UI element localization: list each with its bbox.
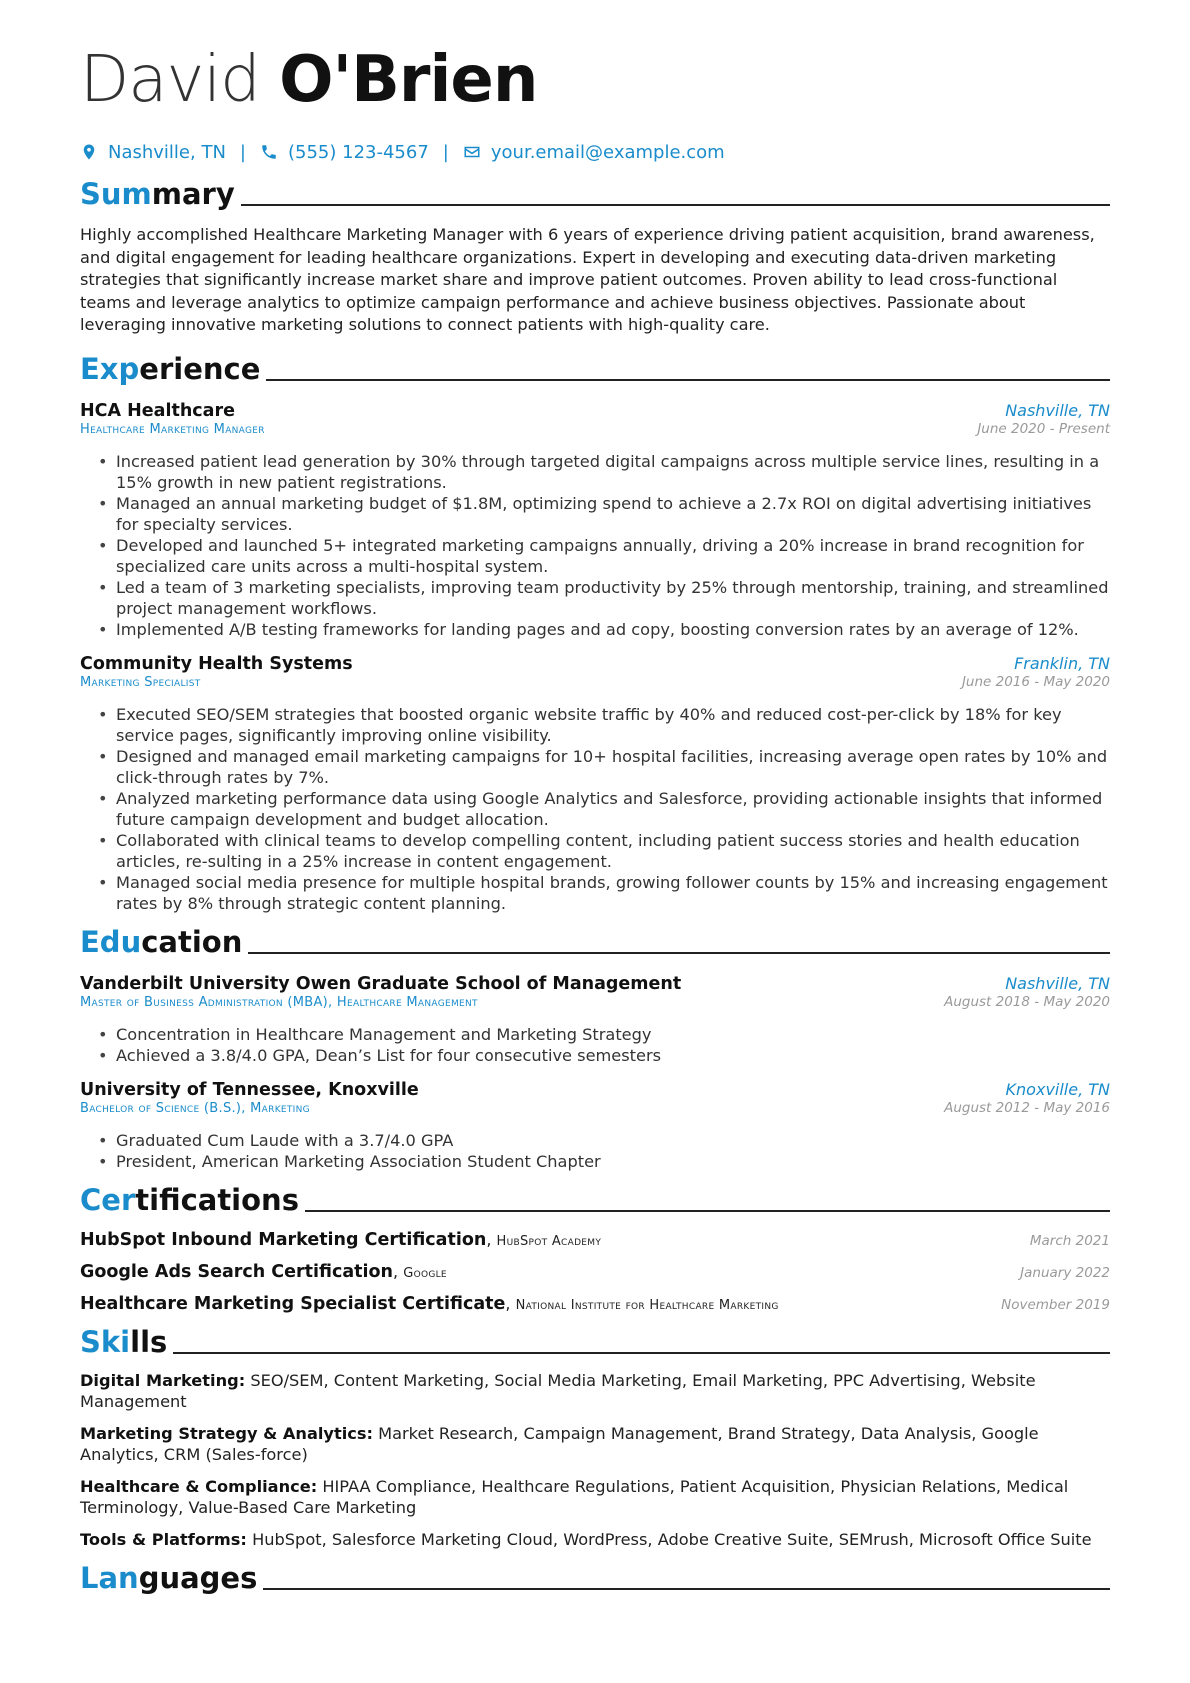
experience-heading — [80, 351, 1110, 387]
cert-date: November 2019 — [1001, 1296, 1110, 1313]
section-title — [80, 351, 260, 387]
candidate-name — [80, 36, 1110, 124]
summary-heading — [80, 176, 1110, 212]
location-text: Nashville, TN — [108, 141, 226, 163]
school-name: Vanderbilt University Owen Graduate School of Management — [80, 973, 682, 994]
title-accent: Edu — [80, 924, 142, 959]
skill-text: HubSpot, Salesforce Marketing Cloud, WordPress, Adobe Creative Suite, SEMrush, Microsoft Office Suite — [252, 1529, 1092, 1549]
education-entry — [80, 974, 1110, 1066]
bullet-item: • Led a team of 3 marketing specialists, improving team productivity by 25% through mentorship, training, and streamlined project management workflows. — [116, 577, 1110, 619]
certification-item: Healthcare Marketing Specialist Certificate, National Institute for Healthcare Marketing November 2019 — [80, 1293, 1110, 1314]
bullet-item: • Graduated Cum Laude with a 3.7/4.0 GPA — [116, 1130, 1110, 1151]
school-header — [80, 974, 1110, 994]
school-location: Nashville, TN — [1005, 973, 1110, 993]
summary-text: Highly accomplished Healthcare Marketing Manager with 6 years of experience driving patient acquisition, brand awareness, and digital engagement for leading healthcare organizations. Expert in developing and executing data-driven marketing strategies that significantly increase market share and improve patient outcomes. Proven ability to lead cross-functional teams and leverage analytics to optimize campaign performance and achieve business objectives. Passionate about leveraging innovative marketing solutions to connect patients with high-quality care. — [80, 225, 1095, 334]
contact-separator: | — [239, 141, 246, 163]
school-dates: August 2018 - May 2020 — [944, 993, 1110, 1010]
title-accent: Lan — [80, 1561, 139, 1595]
job-bullets — [80, 704, 1110, 914]
education-entry — [80, 1080, 1110, 1172]
first-name: David — [80, 43, 260, 117]
school-location: Knoxville, TN — [1005, 1079, 1110, 1099]
section-rule — [241, 204, 1110, 206]
skill-text: Market Research, Campaign Management, Brand Strategy, Data Analysis, Google Analytics, CRM (Sales-force) — [80, 1423, 1039, 1464]
section-title — [80, 1182, 299, 1218]
section-rule — [248, 952, 1110, 954]
skill-label: Digital Marketing: — [80, 1370, 246, 1390]
cert-issuer: Google — [403, 1265, 447, 1281]
title-rest: cation — [141, 924, 243, 959]
job-bullets — [80, 451, 1110, 640]
skill-group — [80, 1370, 1110, 1413]
section-title — [80, 1560, 257, 1596]
school-header — [80, 1080, 1110, 1100]
cert-name: Healthcare Marketing Specialist Certificate — [80, 1293, 506, 1314]
job-role: Marketing Specialist — [80, 674, 201, 690]
bullet-item: • Designed and managed email marketing campaigns for 10+ hospital facilities, increasing average open rates by 10% and click-through rates by 7%. — [116, 746, 1110, 788]
school-bullets — [80, 1130, 1110, 1172]
certification-item: HubSpot Inbound Marketing Certification, HubSpot Academy March 2021 — [80, 1229, 1110, 1250]
title-rest: guages — [138, 1561, 258, 1595]
school-subheader — [80, 994, 1110, 1010]
cert-issuer: National Institute for Healthcare Marketing — [515, 1297, 779, 1313]
skill-text: SEO/SEM, Content Marketing, Social Media Marketing, Email Marketing, PPC Advertising, Website Management — [80, 1370, 1036, 1411]
section-rule — [305, 1210, 1110, 1212]
bullet-item: • Collaborated with clinical teams to develop compelling content, including patient success stories and health education articles, re-sulting in a 25% increase in content engagement. — [116, 830, 1110, 872]
cert-name: HubSpot Inbound Marketing Certification — [80, 1229, 487, 1250]
cert-name: Google Ads Search Certification — [80, 1261, 394, 1282]
bullet-item: • Increased patient lead generation by 30% through targeted digital campaigns across multiple service lines, resulting in a 15% growth in new patient registrations. — [116, 451, 1110, 493]
job-header — [80, 654, 1110, 674]
skill-label: Marketing Strategy & Analytics: — [80, 1423, 373, 1443]
bullet-item: • President, American Marketing Association Student Chapter — [116, 1151, 1110, 1172]
title-rest: erience — [139, 351, 261, 386]
languages-heading — [80, 1560, 1110, 1596]
skill-label: Tools & Platforms: — [80, 1529, 247, 1549]
job-entry — [80, 654, 1110, 914]
school-bullets — [80, 1024, 1110, 1066]
skills-heading — [80, 1324, 1110, 1360]
bullet-item: • Implemented A/B testing frameworks for landing pages and ad copy, boosting conversion rates by an average of 12%. — [116, 619, 1110, 640]
title-accent: Cer — [80, 1182, 136, 1217]
email-link[interactable]: your.email@example.com — [490, 141, 725, 163]
job-dates: June 2020 - Present — [977, 420, 1110, 437]
cert-date: January 2022 — [1020, 1264, 1110, 1281]
certification-item: Google Ads Search Certification, Google January 2022 — [80, 1261, 1110, 1282]
certifications-heading — [80, 1182, 1110, 1218]
contact-separator: | — [442, 141, 449, 163]
title-rest: tifications — [135, 1182, 299, 1217]
school-degree: Master of Business Administration (MBA), Healthcare Management — [80, 994, 478, 1010]
title-accent: Sum — [80, 177, 152, 211]
bullet-item: • Managed social media presence for multiple hospital brands, growing follower counts by 15% and increasing engagement rates by 8% through strategic content planning. — [116, 872, 1110, 914]
bullet-item: • Managed an annual marketing budget of $1.8M, optimizing spend to achieve a 2.7x ROI on digital advertising initiatives for specialty services. — [116, 493, 1110, 535]
title-accent: Exp — [80, 351, 140, 386]
bullet-item: • Achieved a 3.8/4.0 GPA, Dean’s List for four consecutive semesters — [116, 1045, 1110, 1066]
cert-date: March 2021 — [1029, 1232, 1110, 1249]
school-degree: Bachelor of Science (B.S.), Marketing — [80, 1100, 310, 1116]
section-title — [80, 1324, 167, 1360]
job-org: Community Health Systems — [80, 653, 353, 674]
school-dates: August 2012 - May 2016 — [944, 1099, 1110, 1116]
job-org: HCA Healthcare — [80, 400, 235, 421]
job-subheader — [80, 421, 1110, 437]
phone-icon — [260, 143, 278, 161]
skill-text: HIPAA Compliance, Healthcare Regulations, Patient Acquisition, Physician Relations, Medical Terminology, Value-Based Care Marketing — [80, 1476, 1069, 1517]
contact-phone[interactable] — [260, 142, 429, 163]
section-rule — [173, 1352, 1110, 1354]
contact-location — [80, 142, 226, 163]
contact-email[interactable] — [463, 142, 725, 163]
envelope-icon — [463, 143, 481, 161]
skill-group — [80, 1423, 1110, 1466]
school-name: University of Tennessee, Knoxville — [80, 1079, 419, 1100]
last-name: O'Brien — [279, 43, 538, 117]
job-location: Nashville, TN — [1005, 400, 1110, 420]
job-entry — [80, 401, 1110, 640]
bullet-item: • Analyzed marketing performance data using Google Analytics and Salesforce, providing actionable insights that informed future campaign development and budget allocation. — [116, 788, 1110, 830]
cert-issuer: HubSpot Academy — [496, 1233, 602, 1249]
section-rule — [266, 379, 1110, 381]
skill-label: Healthcare & Compliance: — [80, 1476, 318, 1496]
skill-group — [80, 1529, 1110, 1551]
title-accent: Ski — [80, 1324, 131, 1359]
map-pin-icon — [80, 143, 98, 161]
title-rest: lls — [130, 1324, 168, 1359]
section-title — [80, 176, 235, 212]
job-role: Healthcare Marketing Manager — [80, 421, 265, 437]
bullet-item: • Executed SEO/SEM strategies that boosted organic website traffic by 40% and reduced cost-per-click by 18% for key service pages, significantly improving online visibility. — [116, 704, 1110, 746]
bullet-item: • Developed and launched 5+ integrated marketing campaigns annually, driving a 20% increase in brand recognition for specialized care units across a multi-hospital system. — [116, 535, 1110, 577]
section-title — [80, 924, 242, 960]
school-subheader — [80, 1100, 1110, 1116]
job-location: Franklin, TN — [1014, 653, 1110, 673]
section-rule — [263, 1588, 1110, 1590]
contact-bar — [80, 138, 1110, 166]
phone-text: (555) 123-4567 — [288, 141, 429, 163]
bullet-item: • Concentration in Healthcare Management and Marketing Strategy — [116, 1024, 1110, 1045]
job-subheader — [80, 674, 1110, 690]
job-dates: June 2016 - May 2020 — [961, 673, 1110, 690]
job-header — [80, 401, 1110, 421]
education-heading — [80, 924, 1110, 960]
title-rest: mary — [151, 177, 235, 211]
skill-group — [80, 1476, 1110, 1519]
